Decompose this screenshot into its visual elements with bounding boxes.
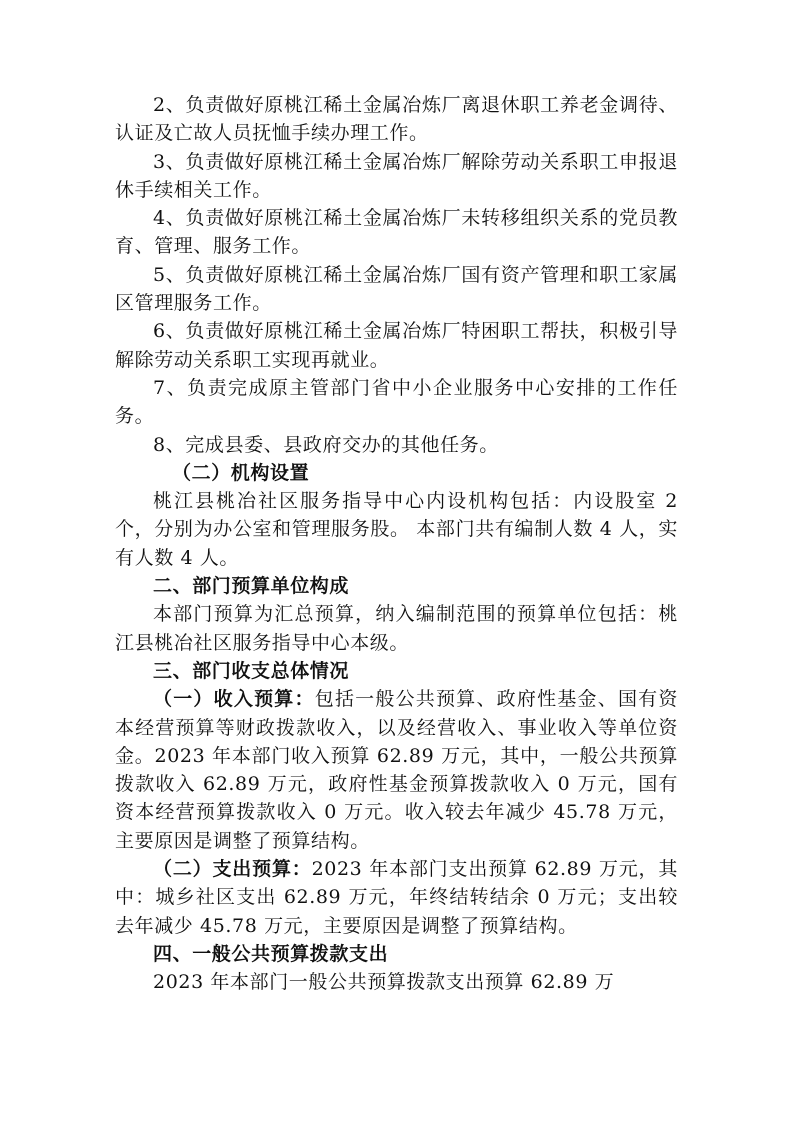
expense-paragraph: [115, 855, 678, 940]
duty-item-2: 2、负责做好原桃江稀土金属冶炼厂离退休职工养老金调待、认证及亡故人员抚恤手续办理工作。: [115, 94, 678, 145]
duty-item-3: 3、负责做好原桃江稀土金属冶炼厂解除劳动关系职工申报退休手续相关工作。: [115, 150, 678, 201]
section4-paragraph: 2023 年本部门一般公共预算拨款支出预算 62.89 万: [153, 971, 615, 994]
duty-item-6: 6、负责做好原桃江稀土金属冶炼厂特困职工帮扶，积极引导解除劳动关系职工实现再就业。: [115, 320, 678, 371]
section4-heading: 四、一般公共预算拨款支出: [153, 942, 389, 965]
section2-paragraph: 本部门预算为汇总预算，纳入编制范围的预算单位包括：桃江县桃冶社区服务指导中心本级。: [115, 603, 678, 654]
org-paragraph: 桃江县桃冶社区服务指导中心内设机构包括：内设股室 2 个，分别为办公室和管理服务股。 本部门共有编制人数 4 人，实有人数 4 人。: [115, 490, 678, 569]
duty-item-5: 5、负责做好原桃江稀土金属冶炼厂国有资产管理和职工家属区管理服务工作。: [115, 263, 678, 315]
section2-heading: 二、部门预算单位构成: [153, 575, 350, 598]
section3-heading: 三、部门收支总体情况: [153, 659, 350, 682]
duty-item-4: 4、负责做好原桃江稀土金属冶炼厂未转移组织关系的党员教育、管理、服务工作。: [115, 207, 678, 258]
duty-item-8: 8、完成县委、县政府交办的其他任务。: [153, 433, 499, 456]
duty-item-7: 7、负责完成原主管部门省中小企业服务中心安排的工作任务。: [115, 376, 678, 428]
income-text: 包括一般公共预算、政府性基金、国有资本经营预算等财政拨款收入，以及经营收入、事业收入等单位资金。2023 年本部门收入预算 62.89 万元，其中，一般公共预算拨款收入 62.89 万元，政府性基金预算拨款收入 0 万元，国有资本经营预算拨款收入 0 万元。收入较去年减少 45.78 万元，主要原因是调整了预算结构。: [115, 688, 678, 852]
income-paragraph: [115, 685, 678, 855]
income-lead: （一）收入预算：: [153, 688, 315, 711]
expense-lead: （二）支出预算：: [153, 858, 312, 881]
expense-text: 2023 年本部门支出预算 62.89 万元，其中：城乡社区支出 62.89 万元，年终结转结余 0 万元；支出较去年减少 45.78 万元，主要原因是调整了预算结构。: [115, 858, 678, 937]
org-heading: （二）机构设置: [172, 461, 310, 484]
